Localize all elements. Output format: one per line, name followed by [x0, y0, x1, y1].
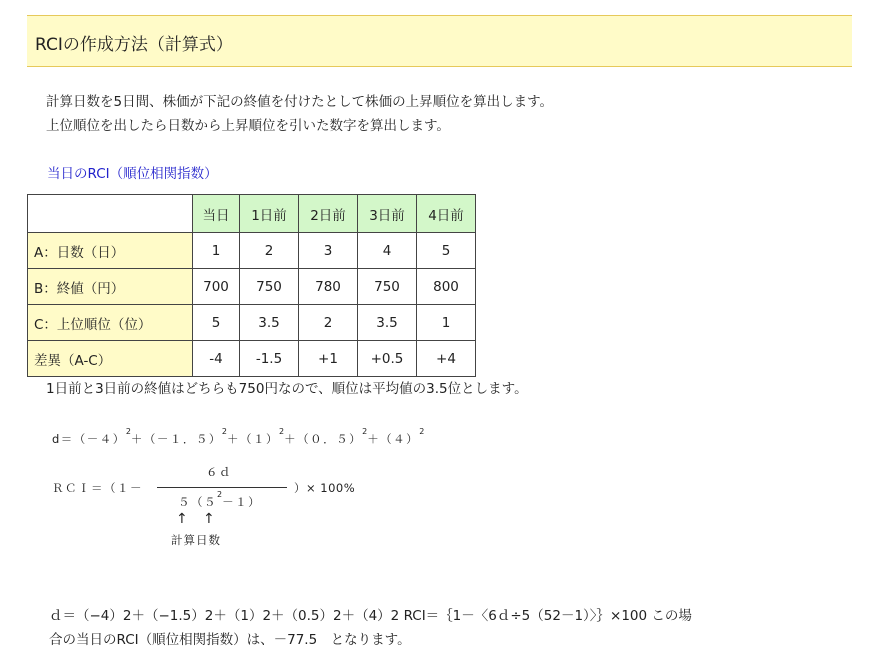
table-cell: 780: [299, 269, 358, 305]
col-header-1day: 1日前: [240, 195, 299, 233]
exponent: 2: [279, 427, 285, 437]
rci-subheading: 当日のRCI（順位相関指数）: [47, 166, 218, 182]
formula-numerator: ６ｄ: [206, 465, 232, 479]
table-cell: +4: [417, 341, 476, 377]
table-cell: -4: [193, 341, 240, 377]
rank-note: 1日前と3日前の終値はどちらも750円なので、順位は平均値の3.5位とします。: [46, 381, 528, 397]
denominator-close: －１）: [222, 495, 262, 509]
table-header-row: [28, 195, 476, 233]
exponent: 2: [362, 427, 368, 437]
table-cell: +1: [299, 341, 358, 377]
table-corner-cell: [28, 195, 193, 233]
table-cell: 2: [240, 233, 299, 269]
table-cell: +0.5: [358, 341, 417, 377]
intro-line-2: 上位順位を出したら日数から上昇順位を引いた数字を算出します。: [46, 118, 450, 134]
result-text: [49, 604, 849, 652]
table-cell: 3: [299, 233, 358, 269]
table-cell: -1.5: [240, 341, 299, 377]
d-term: ＋（－１．５）: [130, 432, 222, 446]
col-header-2day: 2日前: [299, 195, 358, 233]
col-header-3day: 3日前: [358, 195, 417, 233]
table-row: [28, 269, 476, 305]
table-cell: 5: [417, 233, 476, 269]
table-cell: 5: [193, 305, 240, 341]
formula-denominator: [178, 490, 262, 510]
formula-tail: ）× 100%: [294, 481, 356, 495]
up-arrow-icon: ↑: [176, 511, 188, 527]
table-row: [28, 341, 476, 377]
row-header-days: A：日数（日）: [28, 233, 193, 269]
col-header-today: 当日: [193, 195, 240, 233]
table-cell: 3.5: [358, 305, 417, 341]
col-header-4day: 4日前: [417, 195, 476, 233]
d-formula: [52, 427, 425, 447]
table-cell: 3.5: [240, 305, 299, 341]
row-header-close: B：終値（円）: [28, 269, 193, 305]
row-header-diff: 差異（A-C）: [28, 341, 193, 377]
calc-days-label: 計算日数: [171, 533, 221, 547]
d-term: d＝（－４）: [52, 432, 126, 446]
fraction-line: [157, 487, 287, 488]
intro-line-1: 計算日数を5日間、株価が下記の終値を付けたとして株価の上昇順位を算出します。: [46, 94, 554, 110]
rci-table: [27, 194, 476, 377]
table-row: [28, 233, 476, 269]
table-cell: 1: [193, 233, 240, 269]
table-cell: 1: [417, 305, 476, 341]
d-term: ＋（０．５）: [284, 432, 363, 446]
table-cell: 700: [193, 269, 240, 305]
table-cell: 4: [358, 233, 417, 269]
result-line-1: ｄ＝（−4）2＋（−1.5）2＋（1）2＋（0.5）2＋（4）2 RCI＝｛1－〈6ｄ÷5（52－1）〉｝×100 この場: [49, 608, 692, 624]
table-cell: 750: [358, 269, 417, 305]
up-arrow-icon: ↑: [203, 511, 215, 527]
exponent: 2: [125, 427, 131, 437]
section-header: [27, 15, 852, 67]
d-term: ＋（４）: [367, 432, 420, 446]
table-cell: 800: [417, 269, 476, 305]
section-title: RCIの作成方法（計算式）: [35, 35, 233, 55]
result-line-2: 合の当日のRCI（順位相関指数）は、－77.5 となります。: [49, 632, 411, 648]
table-row: [28, 305, 476, 341]
table-cell: 2: [299, 305, 358, 341]
intro-text: [46, 90, 553, 138]
table-cell: 750: [240, 269, 299, 305]
rci-formula-label: ＲＣＩ＝（１－: [52, 481, 143, 495]
denominator-open: ５（５: [178, 495, 217, 509]
row-header-rank: C：上位順位（位）: [28, 305, 193, 341]
exponent: 2: [419, 427, 425, 437]
d-term: ＋（１）: [227, 432, 279, 446]
exponent: 2: [217, 490, 223, 500]
exponent: 2: [221, 427, 227, 437]
